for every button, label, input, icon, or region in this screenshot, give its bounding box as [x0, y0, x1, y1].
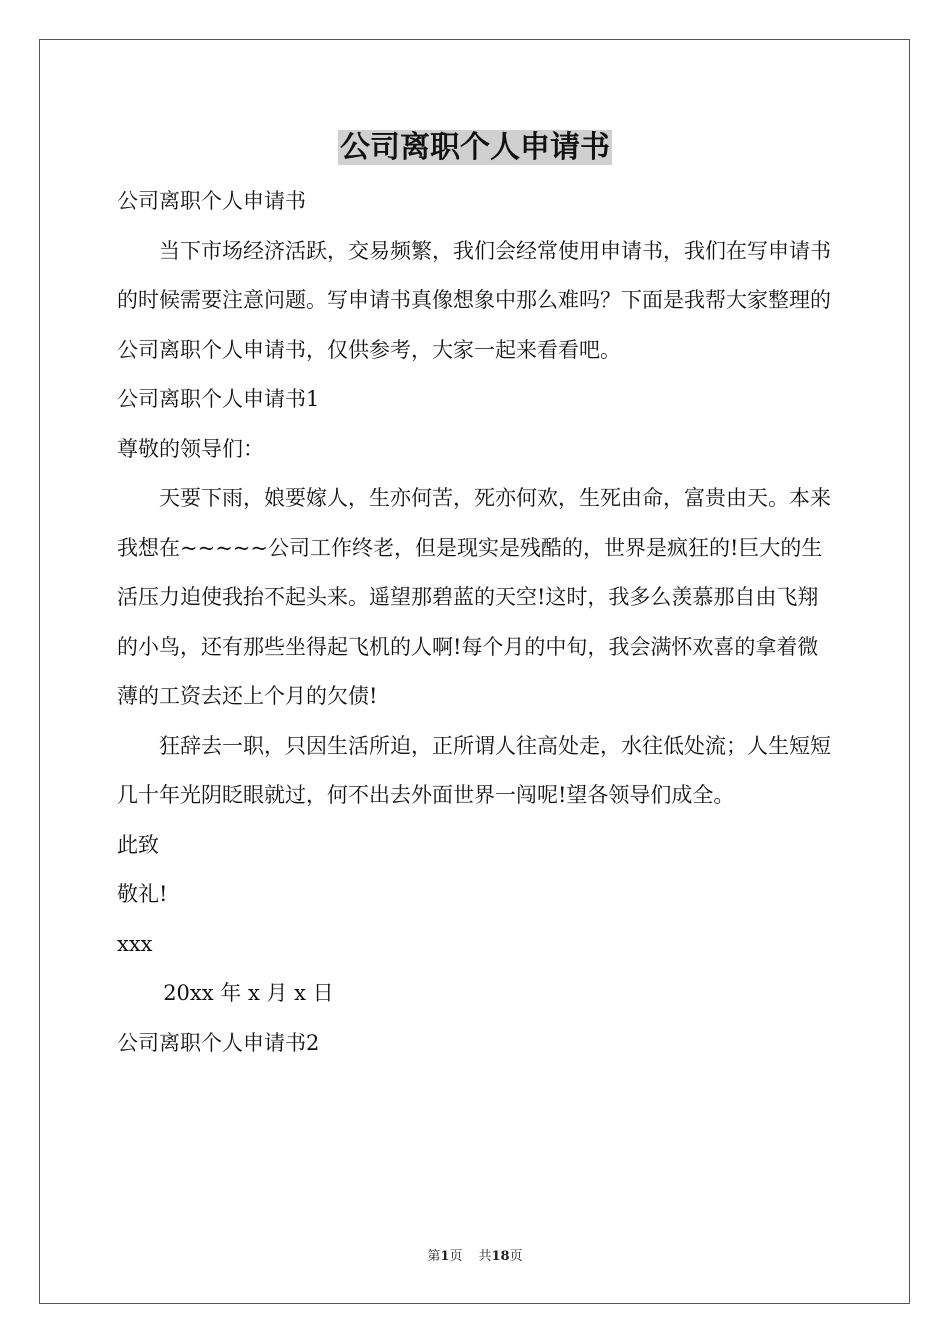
- document-title: [0, 126, 950, 170]
- document-title-text: 公司离职个人申请书: [340, 130, 610, 165]
- intro-paragraph: 当下市场经济活跃，交易频繁，我们会经常使用申请书，我们在写申请书的时候需要注意问题。写申请书真像想象中那么难吗？下面是我帮大家整理的公司离职个人申请书，仅供参考，大家一起来看看吧。: [117, 238, 831, 362]
- footer-page-number: 1: [440, 1249, 450, 1264]
- footer-total-suffix: 页: [509, 1249, 523, 1264]
- closing-line-2: 敬礼!: [117, 882, 168, 906]
- subtitle-line: 公司离职个人申请书: [117, 189, 306, 213]
- document-body: [117, 177, 835, 1068]
- footer-total-prefix: 共: [478, 1249, 492, 1264]
- salutation: 尊敬的领导们：: [117, 436, 264, 461]
- signature-name: xxx: [117, 931, 153, 956]
- body-paragraph-2: 狂辞去一职，只因生活所迫，正所谓人往高处走，水往低处流；人生短短几十年光阴眨眼就过，何不出去外面世界一闯呢!望各领导们成全。: [117, 733, 831, 807]
- footer-page-suffix: 页: [449, 1249, 463, 1264]
- section-heading-1: 公司离职个人申请书1: [117, 387, 320, 411]
- signature-date: 20xx 年 x 月 x 日: [163, 981, 334, 1005]
- closing-line-1: 此致: [117, 832, 159, 857]
- footer-total-pages: 18: [491, 1249, 510, 1264]
- page-footer: [0, 1245, 950, 1264]
- body-paragraph-1: 天要下雨，娘要嫁人，生亦何苦，死亦何欢，生死由命，富贵由天。本来我想在~~~~~公司工作终老，但是现实是残酷的，世界是疯狂的!巨大的生活压力迫使我抬不起头来。遥望那碧蓝的天空!这时，我多么羡慕那自由飞翔的小鸟，还有那些坐得起飞机的人啊!每个月的中旬，我会满怀欢喜的拿着微薄的工资去还上个月的欠债!: [117, 486, 831, 708]
- footer-prefix: 第: [427, 1249, 441, 1264]
- section-heading-2: 公司离职个人申请书2: [117, 1030, 320, 1055]
